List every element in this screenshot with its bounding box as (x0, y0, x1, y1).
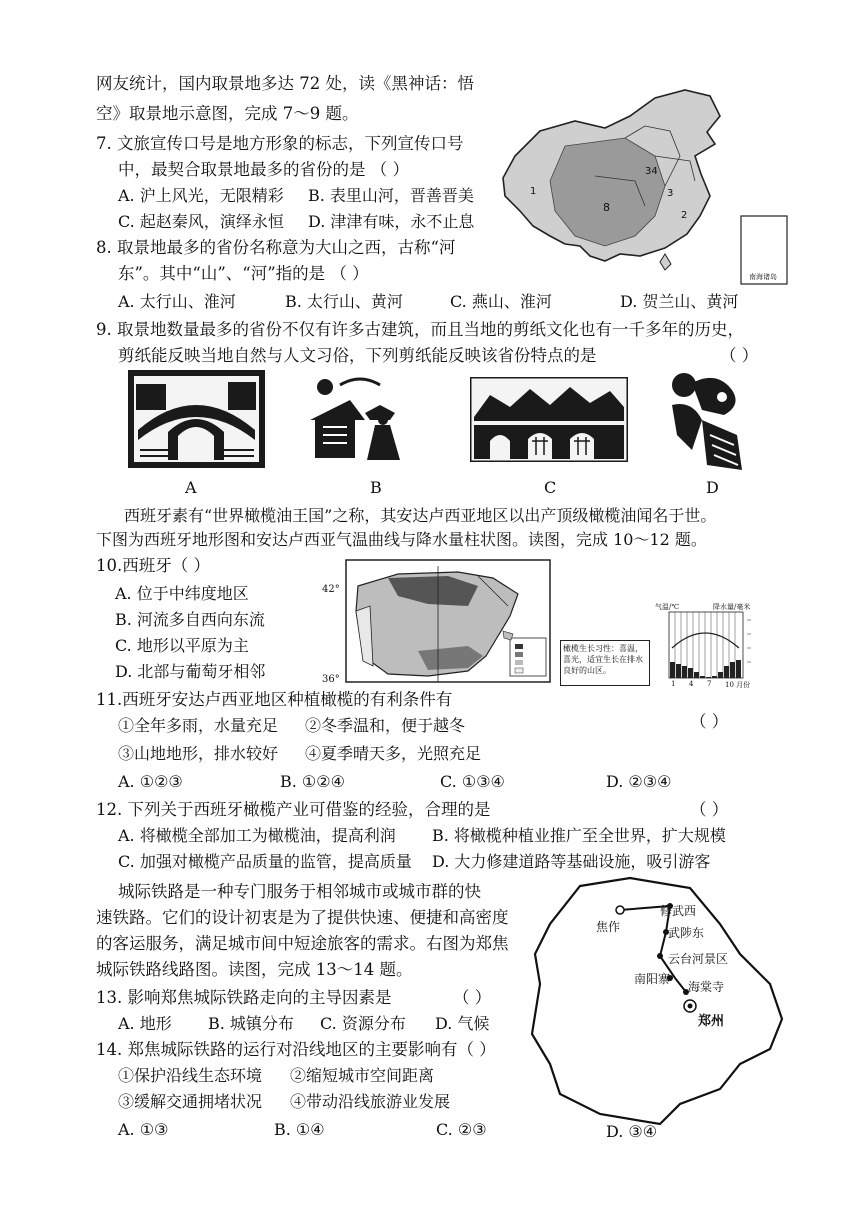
climate-xtick-10: 10 月份 (725, 681, 751, 689)
q14-item-1: ①保护沿线生态环境 (118, 1066, 263, 1085)
svg-text:34: 34 (645, 166, 658, 177)
q7-option-d[interactable]: D. 津津有味，永不止息 (308, 212, 475, 231)
q13-option-b[interactable]: B. 城镇分布 (208, 1014, 294, 1033)
q14-option-c[interactable]: C. ②③ (436, 1120, 487, 1139)
q7-option-a[interactable]: A. 沪上风光，无限精彩 (118, 186, 284, 205)
q11-option-d[interactable]: D. ②③④ (606, 772, 672, 791)
q13-option-c[interactable]: C. 资源分布 (320, 1014, 406, 1033)
china-map-svg (495, 86, 795, 286)
q7-option-c[interactable]: C. 起赵秦风，演绎永恒 (118, 212, 284, 231)
q12-answer-paren: （ ） (690, 800, 729, 819)
climate-ylabel-left: 气温/℃ (655, 603, 680, 611)
papercut-c-cave-dwelling[interactable] (470, 377, 628, 462)
q11-item-3: ③山地地形，排水较好 (118, 744, 279, 763)
q10-option-d[interactable]: D. 北部与葡萄牙相邻 (115, 662, 266, 681)
inset-label: 南海诸岛 (749, 273, 777, 281)
q11-item-2: ②冬季温和，便于越冬 (305, 716, 466, 735)
q12-option-a[interactable]: A. 将橄榄全部加工为橄榄油，提高利润 (118, 826, 396, 845)
q10-option-b[interactable]: B. 河流多自西向东流 (115, 610, 265, 629)
q7-option-b[interactable]: B. 表里山河，晋善晋美 (308, 186, 474, 205)
intro3-line4: 城际铁路线路图。读图，完成 13～14 题。 (96, 960, 413, 979)
climate-xtick-1: 1 (671, 680, 676, 688)
q8-option-d[interactable]: D. 贺兰山、黄河 (620, 292, 739, 311)
zhengjiao-rail-map (520, 874, 790, 1134)
q8-option-a[interactable]: A. 太行山、淮河 (118, 292, 236, 311)
olive-habit-note: 橄榄生长习性：喜温，喜光，适宜生长在排水良好的山区。 (560, 640, 650, 686)
q13-option-d[interactable]: D. 气候 (435, 1014, 490, 1033)
lat-36-label: 36° (322, 674, 340, 685)
q11-option-a[interactable]: A. ①②③ (118, 772, 183, 791)
q8-stem-line1: 8. 取景地最多的省份名称意为大山之西，古称“河 (96, 238, 456, 257)
q10-stem: 10.西班牙（ ） (96, 556, 210, 575)
station-zhengzhou: 郑州 (698, 1014, 725, 1029)
q9-stem-line2: 剪纸能反映当地自然与人文习俗，下列剪纸能反映该省份特点的是 (118, 346, 597, 365)
q11-option-c[interactable]: C. ①③④ (440, 772, 505, 791)
q12-option-b[interactable]: B. 将橄榄种植业推广至全世界，扩大规模 (432, 826, 726, 845)
q8-option-c[interactable]: C. 燕山、淮河 (450, 292, 552, 311)
papercut-label-c: C (544, 478, 557, 497)
papercut-label-d: D (706, 478, 719, 497)
intro3-line1: 城际铁路是一种专门服务于相邻城市或城市群的快 (118, 882, 481, 901)
papercut-d-dancer[interactable] (662, 365, 752, 473)
svg-text:3: 3 (667, 188, 674, 199)
q9-stem-line1: 9. 取景地数量最多的省份不仅有许多古建筑，而且当地的剪纸文化也有一千多年的历史， (96, 320, 744, 339)
q8-option-b[interactable]: B. 太行山、黄河 (285, 292, 403, 311)
q14-stem: 14. 郑焦城际铁路的运行对沿线地区的主要影响有（ ） (96, 1040, 496, 1059)
intro3-line3: 的客运服务，满足城市间中短途旅客的需求。右图为郑焦 (96, 934, 509, 953)
papercut-a-bridge[interactable] (128, 370, 265, 468)
q12-option-d[interactable]: D. 大力修建道路等基础设施，吸引游客 (432, 852, 711, 871)
lat-42-label: 42° (322, 584, 340, 595)
climate-ylabel-right: 降水量/毫米 (713, 603, 751, 611)
station-wuzhi-east: 武陟东 (668, 926, 705, 940)
china-map-figure (495, 86, 795, 286)
climate-xtick-7: 7 (707, 680, 712, 688)
q11-stem: 11.西班牙安达卢西亚地区种植橄榄的有利条件有 (96, 690, 453, 709)
intro3-line2: 速铁路。它们的设计初衷是为了提供快速、便捷和高密度 (96, 908, 509, 927)
q9-answer-paren: （ ） (720, 346, 759, 365)
q11-item-4: ④夏季晴天多，光照充足 (305, 744, 482, 763)
q13-option-a[interactable]: A. 地形 (118, 1014, 172, 1033)
q8-stem-line2: 东”。其中“山”、“河”指的是 （ ） (118, 264, 369, 283)
climate-xtick-4: 4 (689, 680, 694, 688)
station-xiuwu-west: 修武西 (660, 904, 697, 918)
henan-boundary (532, 878, 782, 1124)
intro2-line1: 西班牙素有“世界橄榄油王国”之称，其安达卢西亚地区以出产顶级橄榄油闻名于世。 (124, 506, 717, 525)
papercut-label-b: B (370, 478, 382, 497)
q14-item-2: ②缩短城市空间距离 (290, 1066, 435, 1085)
q10-option-a[interactable]: A. 位于中纬度地区 (115, 584, 249, 603)
station-yuntaihe: 云台河景区 (668, 952, 729, 966)
station-nanyangzhai: 南阳寨 (634, 972, 671, 986)
svg-text:8: 8 (603, 201, 610, 214)
q13-answer-paren: （ ） (453, 988, 492, 1007)
q14-item-4: ④带动沿线旅游业发展 (290, 1092, 451, 1111)
station-jiaozuo: 焦作 (596, 920, 621, 934)
papercut-b-yurt[interactable] (305, 375, 415, 465)
spain-terrain-map (318, 556, 558, 686)
q14-option-b[interactable]: B. ①④ (274, 1120, 325, 1139)
q7-stem-line1: 7. 文旅宣传口号是地方形象的标志，下列宣传口号 (96, 134, 464, 153)
svg-text:1: 1 (530, 186, 537, 197)
q12-option-c[interactable]: C. 加强对橄榄产品质量的监管，提高质量 (118, 852, 412, 871)
q11-option-b[interactable]: B. ①②④ (280, 772, 345, 791)
q12-stem: 12. 下列关于西班牙橄榄产业可借鉴的经验，合理的是 (96, 800, 491, 819)
intro2-line2: 下图为西班牙地形图和安达卢西亚气温曲线与降水量柱状图。读图，完成 10～12 题。 (96, 530, 707, 549)
intro1-line2: 空》取景地示意图，完成 7～9 题。 (96, 104, 359, 123)
station-haitangsi: 海棠寺 (688, 980, 725, 994)
q7-stem-line2: 中，最契合取景地最多的省份的是 （ ） (118, 160, 409, 179)
q11-answer-paren: （ ） (690, 712, 729, 731)
q14-item-3: ③缓解交通拥堵状况 (118, 1092, 263, 1111)
andalusia-climate-chart (655, 600, 765, 692)
q10-option-c[interactable]: C. 地形以平原为主 (115, 636, 249, 655)
q14-option-d[interactable]: D. ③④ (606, 1122, 658, 1141)
q14-option-a[interactable]: A. ①③ (118, 1120, 169, 1139)
q13-stem: 13. 影响郑焦城际铁路走向的主导因素是 (96, 988, 392, 1007)
q11-item-1: ①全年多雨，水量充足 (118, 716, 279, 735)
svg-text:2: 2 (681, 210, 688, 221)
intro1-line1: 网友统计，国内取景地多达 72 处，读《黑神话：悟 (96, 74, 474, 93)
papercut-label-a: A (185, 478, 197, 497)
